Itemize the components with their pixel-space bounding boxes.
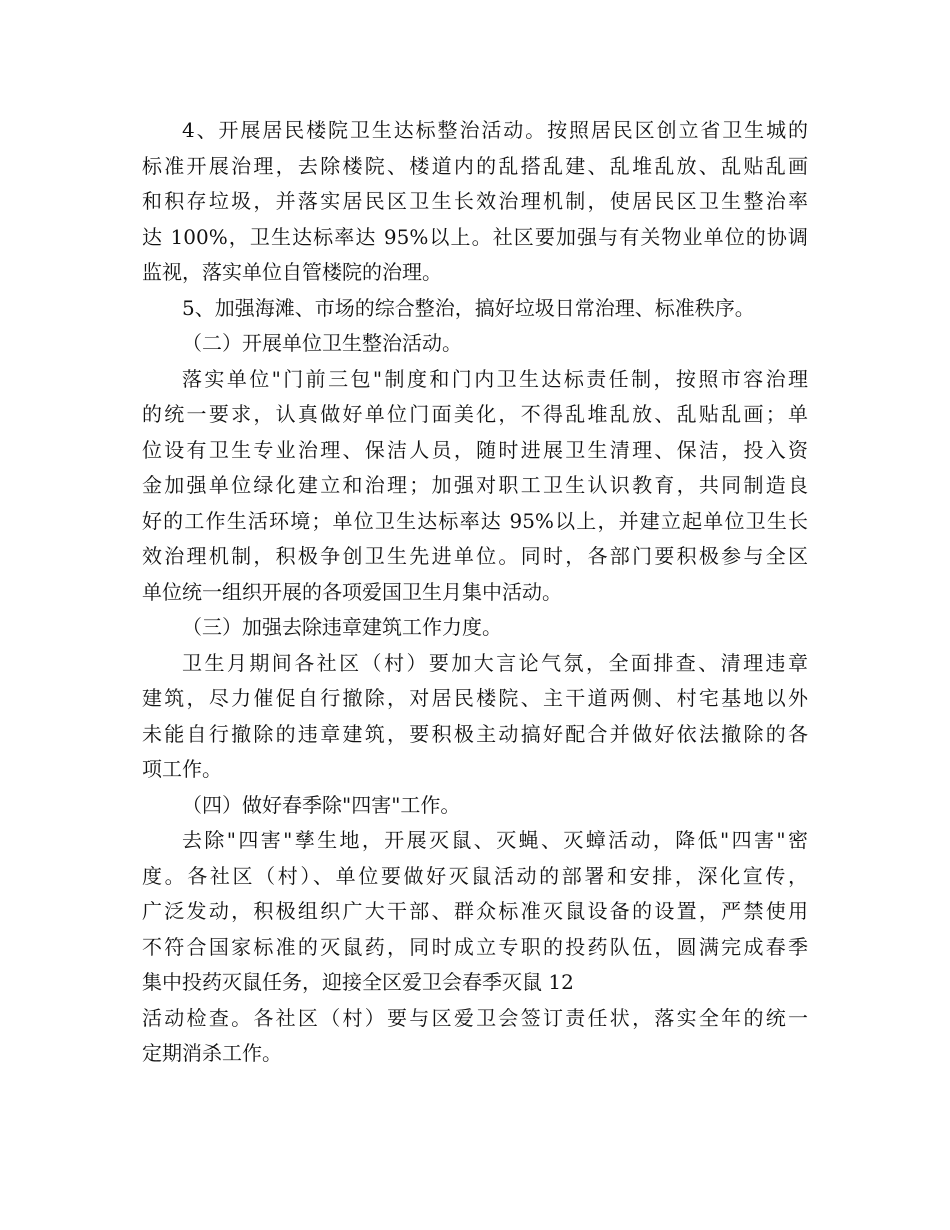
text-line: 好的工作生活环境；单位卫生达标率达 95%以上，并建立起单位卫生长: [142, 508, 808, 533]
text-line: 4、开展居民楼院卫生达标整治活动。按照居民区创立省卫生城的: [182, 118, 808, 142]
text-line: 落实单位"门前三包"制度和门内卫生达标责任制，按照市容治理: [182, 366, 808, 391]
text-line: 集中投药灭鼠任务，迎接全区爱卫会春季灭鼠 12: [142, 970, 574, 994]
text-line: 单位统一组织开展的各项爱国卫生月集中活动。: [142, 579, 562, 604]
text-line: 建筑，尽力催促自行撤除，对居民楼院、主干道两侧、村宅基地以外: [142, 686, 808, 710]
text-line: 效治理机制，积极争创卫生先进单位。同时，各部门要积极参与全区: [142, 544, 808, 568]
text-line: 去除"四害"孳生地，开展灭鼠、灭蝇、灭蟑活动，降低"四害"密: [182, 828, 808, 852]
text-line: 广泛发动，积极组织广大干部、群众标准灭鼠设备的设置，严禁使用: [142, 899, 808, 923]
text-line: 卫生月期间各社区（村）要加大言论气氛，全面排查、清理违章: [182, 650, 808, 675]
text-line: 标准开展治理，去除楼院、楼道内的乱搭乱建、乱堆乱放、乱贴乱画: [142, 153, 808, 178]
text-line: 定期消杀工作。: [142, 1041, 282, 1065]
text-line: 达 100%，卫生达标率达 95%以上。社区要加强与有关物业单位的协调: [142, 224, 808, 249]
document-body: [142, 113, 808, 1072]
text-line: 不符合国家标准的灭鼠药，同时成立专职的投药队伍，圆满完成春季: [142, 934, 808, 959]
text-line: 金加强单位绿化建立和治理；加强对职工卫生认识教育，共同制造良: [142, 473, 808, 497]
text-line: 5、加强海滩、市场的综合整治，搞好垃圾日常治理、标准秩序。: [182, 295, 755, 320]
text-line: 位设有卫生专业治理、保洁人员，随时进展卫生清理、保洁，投入资: [142, 437, 808, 462]
text-line: 度。各社区（村）、单位要做好灭鼠活动的部署和安排，深化宣传，: [142, 863, 808, 888]
text-line: （二）开展单位卫生整治活动。: [182, 331, 462, 355]
text-line: 未能自行撤除的违章建筑，要积极主动搞好配合并做好依法撤除的各: [142, 721, 808, 746]
text-line: 监视，落实单位自管楼院的治理。: [142, 260, 442, 284]
text-line: （四）做好春季除"四害"工作。: [182, 792, 461, 817]
text-line: 的统一要求，认真做好单位门面美化，不得乱堆乱放、乱贴乱画；单: [142, 402, 808, 426]
text-line: 项工作。: [142, 757, 222, 781]
text-line: （三）加强去除违章建筑工作力度。: [182, 615, 502, 639]
text-line: 和积存垃圾，并落实居民区卫生长效治理机制，使居民区卫生整治率: [142, 189, 808, 213]
text-line: 活动检查。各社区（村）要与区爱卫会签订责任状，落实全年的统一: [142, 1005, 808, 1030]
